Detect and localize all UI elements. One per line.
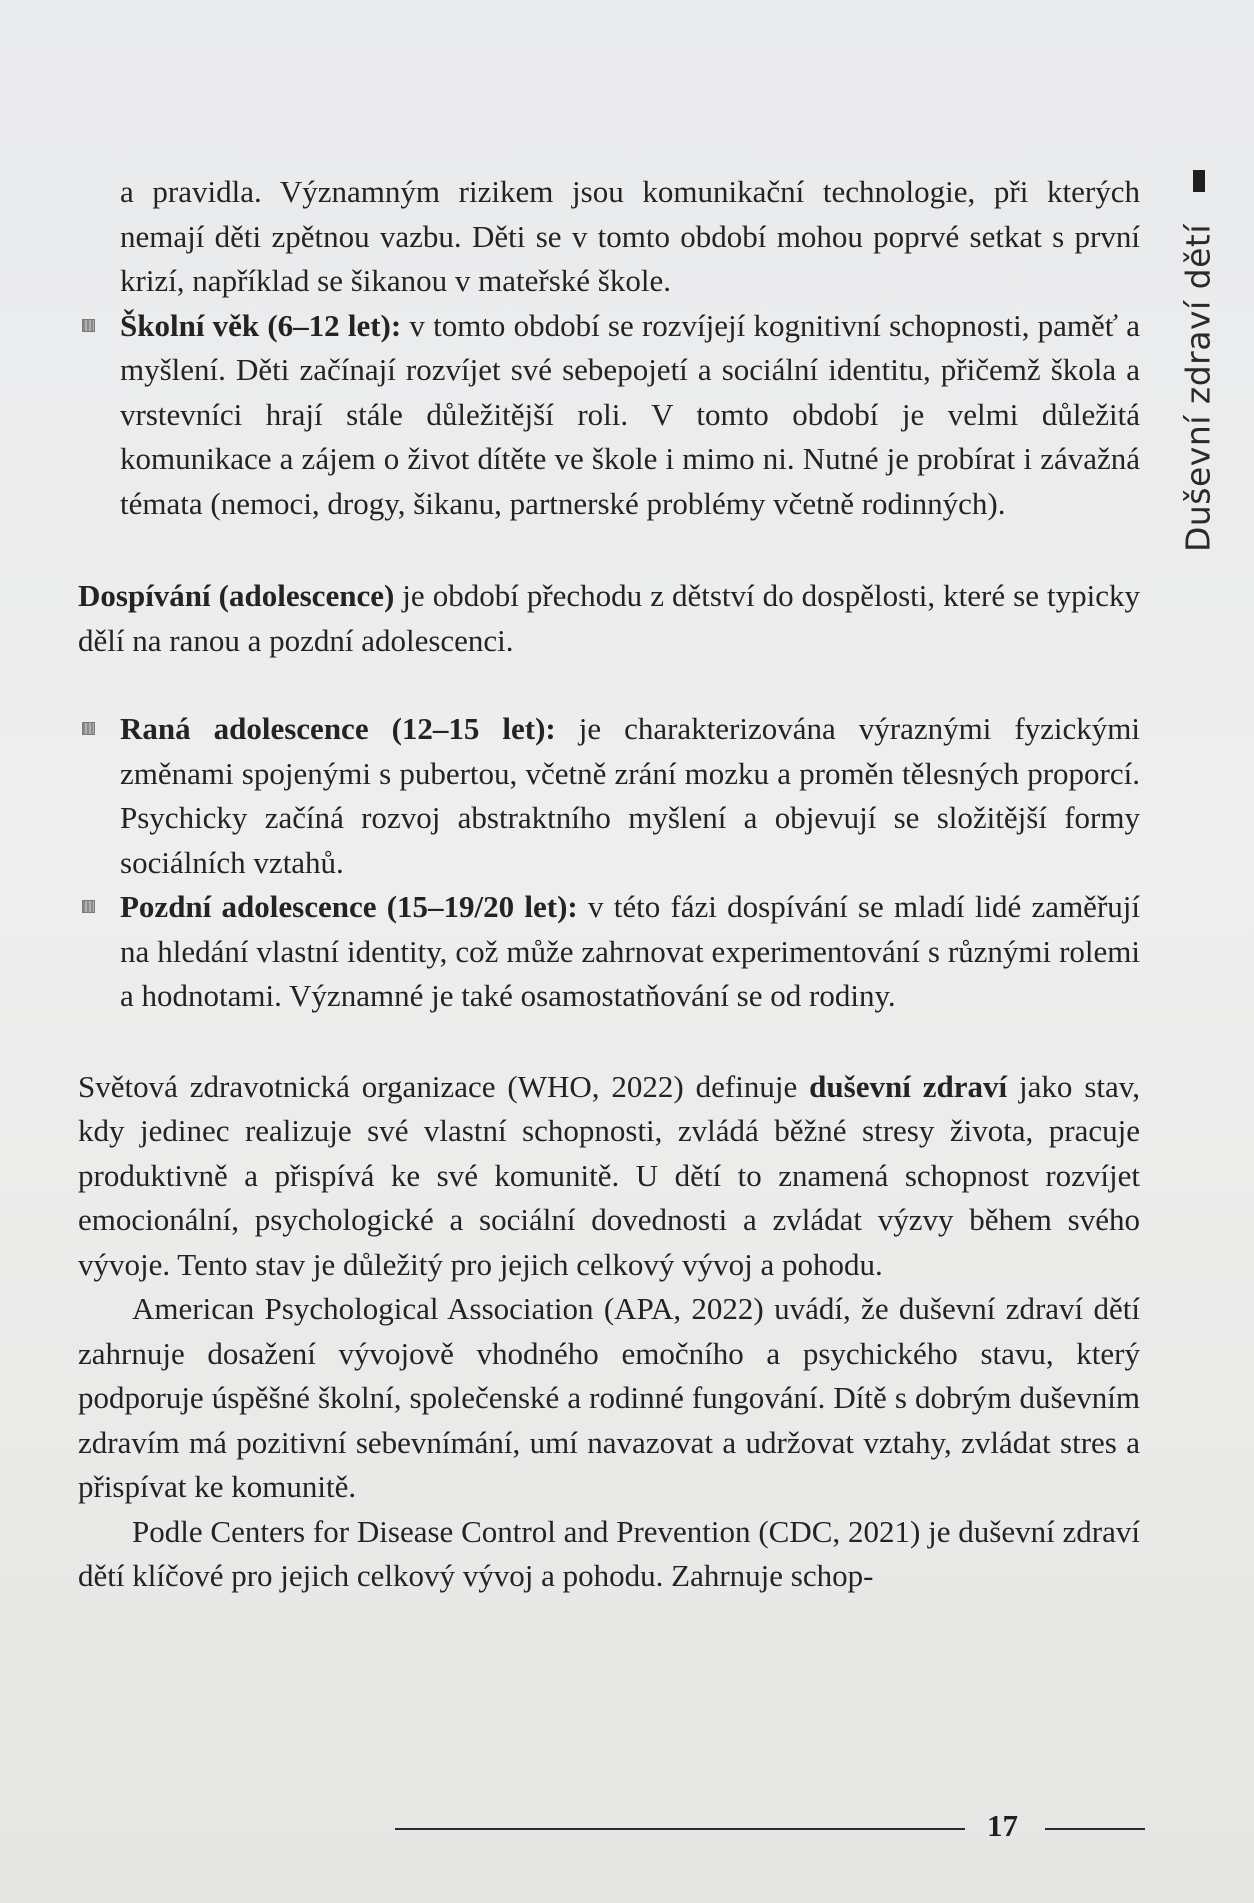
bullet-item-late-adolescence	[78, 885, 1140, 1019]
bullet-term: Školní věk (6–12 let):	[120, 307, 402, 343]
apa-text: American Psychological Association (APA, 2022) uvádí, že duševní zdraví dětí zahrnuje dosažení vývojově vhodného emočního a psychického stavu, který podporuje úspěšné školní, společenské a rodinné fungování. Dítě s dobrým duševním zdravím má pozitivní sebevnímání, umí navazovat a udržovat vztahy, zvládat stres a přispívat ke komunitě.	[78, 1291, 1140, 1504]
childhood-bullet-list	[78, 170, 1140, 526]
bullet-text: v této fázi dospívání se mladí lidé zaměřují na hledání vlastní identity, což může zahrnovat experimentování s různými rolemi a hodnotami. Významné je také osamostatňování se od rodiny.	[120, 889, 1140, 1013]
bullet-text: v tomto období se rozvíjejí kognitivní schopnosti, paměť a myšlení. Děti začínají rozvíjet své sebepojetí a sociální identitu, přičemž škola a vrstevníci hrají stále důležitější roli. V tomto období je velmi důležitá komunikace a zájem o život dítěte ve škole i mimo ni. Nutné je probírat i závažná témata (nemoci, drogy, šikanu, partnerské problémy včetně rodinných).	[120, 307, 1140, 521]
cdc-paragraph	[78, 1510, 1140, 1599]
bullet-term: Pozdní adolescence (15–19/20 let):	[120, 889, 578, 924]
chapter-side-title	[1148, 215, 1248, 560]
continued-bullet-text: a pravidla. Významným rizikem jsou komunikační technologie, při kterých nemají děti zpětnou vazbu. Děti se v tomto období mohou poprvé setkat s první krizí, například se šikanou v mateřské škole.	[120, 174, 1140, 298]
adolescence-bullet-list	[78, 707, 1140, 1019]
chapter-tab-marker	[1193, 170, 1205, 192]
footer-rule-left	[395, 1828, 965, 1830]
adolescence-text: je období přechodu z dětství do dospělosti, které se typicky dělí na ranou a pozdní adolescenci.	[78, 578, 1140, 658]
page-footer	[395, 1806, 1147, 1846]
adolescence-paragraph	[78, 574, 1140, 663]
square-bullet-icon	[82, 722, 95, 735]
footer-rule-right	[1045, 1828, 1145, 1830]
page-number: 17	[987, 1808, 1018, 1843]
bullet-text: je charakterizována výraznými fyzickými změnami spojenými s pubertou, včetně zrání mozku a proměn tělesných proporcí. Psychicky začíná rozvoj abstraktního myšlení a objevují se složitější formy sociálních vztahů.	[120, 711, 1141, 880]
who-text-after: jako stav, kdy jedinec realizuje své vlastní schopnosti, zvládá běžné stresy života, pracuje produktivně a přispívá ke své komunitě. U dětí to znamená schopnost rozvíjet emocionální, psychologické a sociální dovednosti a zvládat výzvy během svého vývoje. Tento stav je důležitý pro jejich celkový vývoj a pohodu.	[78, 1068, 1140, 1282]
who-paragraph	[78, 1065, 1140, 1288]
who-text-before: Světová zdravotnická organizace (WHO, 2022) definuje	[78, 1068, 810, 1104]
bullet-item-school-age	[78, 304, 1140, 527]
bullet-term: Raná adolescence (12–15 let):	[120, 711, 556, 746]
who-term: duševní zdraví	[809, 1068, 1008, 1104]
adolescence-term: Dospívání (adolescence)	[78, 578, 395, 613]
continued-bullet-item	[78, 170, 1140, 304]
bullet-item-early-adolescence	[78, 707, 1140, 885]
square-bullet-icon	[82, 900, 95, 913]
cdc-text: Podle Centers for Disease Control and Prevention (CDC, 2021) je duševní zdraví dětí klíčové pro jejich celkový vývoj a pohodu. Zahrnuje schop-	[78, 1513, 1140, 1593]
chapter-side-title-text: Duševní zdraví dětí	[1178, 223, 1218, 552]
main-text-column	[78, 170, 1140, 1599]
square-bullet-icon	[82, 319, 95, 332]
apa-paragraph	[78, 1287, 1140, 1510]
